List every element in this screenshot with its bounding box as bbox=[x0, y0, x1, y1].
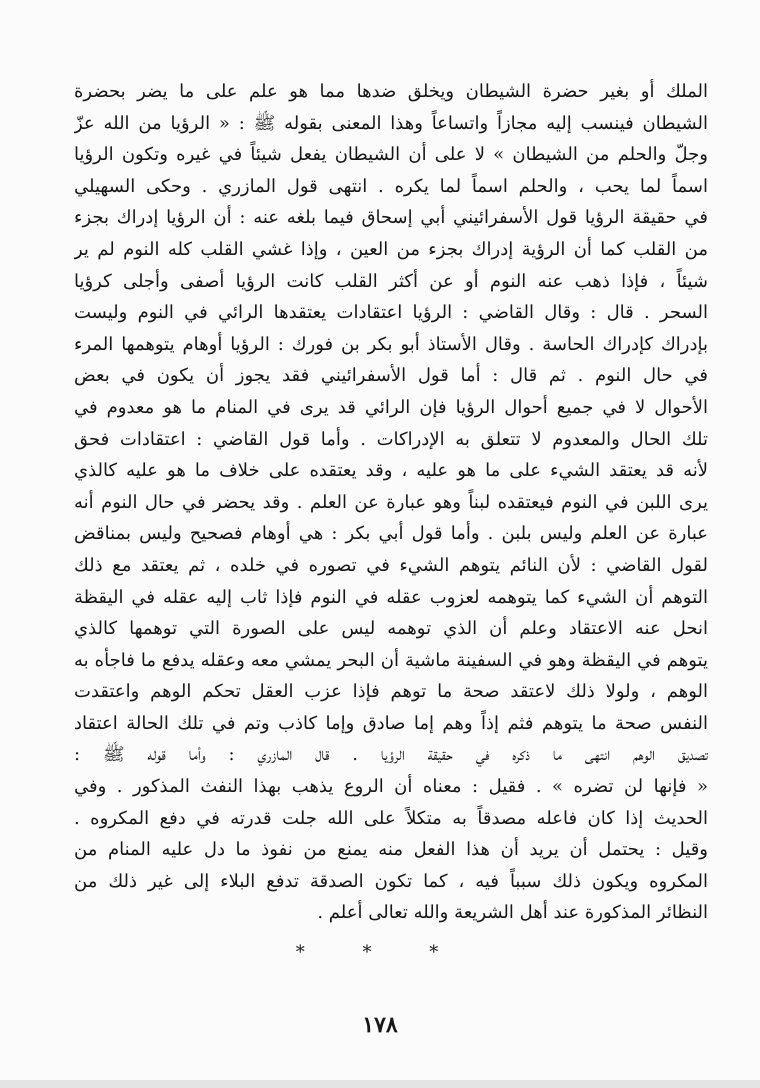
text-line: السحر . قال : وقال القاضي : الرؤيا اعتقادات يعتقدها الرائي في النوم وليست bbox=[74, 302, 708, 324]
text-line: النظائر المذكورة عند أهل الشريعة والله تعالى أعلم . bbox=[317, 902, 708, 924]
text-line: يرى اللبن في النوم فيعتقده لبناً وهو عبارة عن العلم . وقد يحضر في حال النوم أنه bbox=[74, 491, 708, 513]
text-line: تصديق الوهم انتهى ما ذكره في حقيقة الرؤيا . قال المازري : وأما قوله ﷺ : bbox=[74, 744, 708, 766]
text-line: شيئاً ، فإذا ذهب عنه النوم أو عن أكثر القلب كانت الرؤيا أصفى وأجلى كرؤيا bbox=[74, 270, 708, 292]
text-line: وقيل : يحتمل أن يريد أن هذا الفعل منه يمنع من نفوذ ما دل عليه المنام من bbox=[74, 839, 708, 861]
text-line: من القلب كما أن الرؤية إدراك بجزء من العين ، وإذا غشي القلب كله النوم لم ير bbox=[74, 238, 708, 260]
page-number: ١٧٨ bbox=[362, 1012, 398, 1038]
scan-bottom-edge bbox=[0, 1080, 760, 1088]
text-line: في حقيقة الرؤيا قول الأسفرائيني أبي إسحاق فيما بلغه عنه : أن الرؤيا إدراك بجزء bbox=[74, 207, 708, 229]
text-line: انحل عنه الاعتقاد وعلم أن الذي توهمه ليس على الصورة التي توهمها كالذي bbox=[74, 618, 708, 640]
text-line: الملك أو بغير حضرة الشيطان ويخلق ضدها مما هو علم على ما يضر بحضرة bbox=[74, 81, 708, 102]
text-line: الوهم ، ولولا ذلك لاعتقد صحة ما توهم فإذا عزب العقل تحكم الوهم واعتقدت bbox=[74, 681, 708, 703]
text-line: التوهم أن الشيء كما يتوهمه لعزوب عقله في النوم فإذا ثاب إليه عقله في اليقظة bbox=[74, 586, 708, 608]
text-line: لأنه قد يعتقد الشيء على ما هو عليه ، وقد يعتقده على خلاف ما هو عليه كالذي bbox=[74, 460, 708, 482]
text-line: تلك الحال والمعدوم لا تتعلق به الإدراكات . وأما قول القاضي : اعتقادات فحق bbox=[74, 428, 708, 450]
text-line: بإدراك كإدراك الحاسة . وقال الأستاذ أبو بكر بن فورك : الرؤيا أوهام يتوهمها المرء bbox=[74, 333, 708, 355]
text-line: لقول القاضي : لأن النائم يتوهم الشيء في تصوره في خلده ، ثم يعتقد مع ذلك bbox=[74, 554, 708, 576]
text-line: « فإنها لن تضره » . فقيل : معناه أن الروع يذهب بهذا النفث المذكور . وفي bbox=[74, 776, 708, 798]
text-line: الأحوال لا في جميع أحوال الرؤيا فإن الرائي قد يرى في المنام ما هو معدوم في bbox=[74, 396, 708, 418]
body-text bbox=[74, 76, 708, 929]
text-line: النفس صحة ما يتوهم فثم إذاً وهم إما صادق وإما كاذب وتم في تلك الحالة اعتقاد bbox=[74, 712, 708, 734]
section-separator: * * * bbox=[295, 942, 465, 963]
text-line: اسماً لما يحب ، والحلم اسماً لما يكره . انتهى قول المازري . وحكى السهيلي bbox=[74, 175, 708, 197]
text-line: المكروه ويكون ذلك سبباً فيه ، كما تكون الصدقة تدفع البلاء إلى غير ذلك من bbox=[74, 870, 708, 892]
text-line: الشيطان فينسب إليه مجازاً واتساعاً وهذا المعنى بقوله ﷺ : « الرؤيا من الله عزّ bbox=[74, 112, 708, 134]
text-line: وجلّ والحلم من الشيطان » لا على أن الشيطان يفعل شيئاً في غيره وتكون الرؤيا bbox=[74, 144, 708, 166]
text-line: يتوهم في اليقظة وهو في السفينة ماشية أن البحر يمشي معه وعقله يدفع ما فاجأه به bbox=[74, 649, 708, 671]
text-line: عبارة عن العلم وليس بلبن . وأما قول أبي بكر : هي أوهام فصحيح وليس بمناقض bbox=[74, 523, 708, 545]
text-line: الحديث إذا كان فاعله مصدقاً به متكلاً على الله جلت قدرته في دفع المكروه . bbox=[74, 807, 708, 829]
text-line: في حال النوم . ثم قال : أما قول الأسفرائيني فقد يجوز أن يكون في بعض bbox=[74, 365, 708, 387]
